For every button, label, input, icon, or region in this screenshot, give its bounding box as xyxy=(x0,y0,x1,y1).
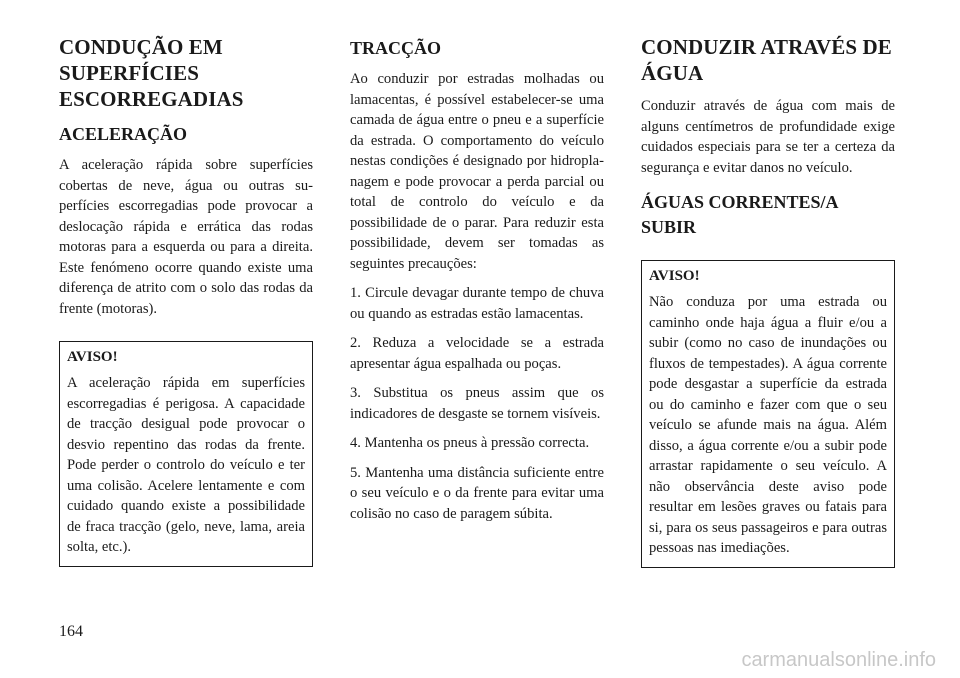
warning-box-flowing-water xyxy=(641,260,895,568)
precautions-list xyxy=(350,283,604,524)
list-item: 5. Mantenha uma distância suficiente entre o seu veículo e o da frente para evitar uma colisão no caso de paragem súbita. xyxy=(350,464,604,522)
watermark: carmanualsonline.info xyxy=(741,649,936,671)
list-item: 1. Circule devagar durante tempo de chuva ou quando as estradas estão lamacentas. xyxy=(350,285,604,322)
heading-flowing-water: ÁGUAS CORRENTES/A SUBIR xyxy=(641,192,838,237)
section-title-water-driving: CONDUZIR ATRAVÉS DE ÁGUA xyxy=(641,35,892,85)
heading-traction: TRACÇÃO xyxy=(350,38,442,58)
warning-title: AVISO! xyxy=(649,268,700,284)
paragraph-acceleration: A aceleração rápida sobre superfícies cobertas de neve, água ou outras superfícies escorregadias pode provocar a deslocação rápida e errática das rodas motoras para a esquerda ou para a direita. Este fenómeno ocorre quando existe uma diferença de atrito com o solo das rodas da frente (motoras). xyxy=(59,157,313,317)
section-title-slippery-surfaces: CONDUÇÃO EM SUPERFÍCIES ESCORREGADIAS xyxy=(59,35,244,111)
list-item: 4. Mantenha os pneus à pressão correcta. xyxy=(350,435,590,451)
paragraph-traction: Ao conduzir por estradas molhadas ou lamacentas, é possível estabelecer-se uma camada de água entre o pneu e a superfície da estrada. O comportamento do veículo nestas condições é designado por hidroplanagem e pode provocar a perda parcial ou total de controlo do veículo e da possibilidade de o parar. Para reduzir esta possibilidade, devem ser tomadas as seguintes precauções: xyxy=(350,71,604,272)
column-right xyxy=(641,34,895,568)
page-number: 164 xyxy=(59,623,83,640)
warning-text: A aceleração rápida em superfícies escorregadias é perigosa. A capacidade de tracção desigual pode provocar o desvio repentino das rodas da frente. Pode perder o controlo do veículo e ter uma colisão. Acelere lentamente e com cuidado quando existe a possibilidade de fraca tracção (gelo, neve, lama, areia solta, etc.). xyxy=(67,375,305,555)
heading-acceleration: ACELERAÇÃO xyxy=(59,124,188,144)
list-item: 3. Substitua os pneus assim que os indicadores de desgaste se tornem visíveis. xyxy=(350,385,604,422)
list-item: 2. Reduza a velocidade se a estrada apresentar água espalhada ou poças. xyxy=(350,335,604,372)
warning-title: AVISO! xyxy=(67,349,118,365)
warning-text: Não conduza por uma estrada ou caminho onde haja água a fluir e/ou a subir (como no caso de inundações ou fluxos de tempestades). A água corrente pode desgastar a superfície da estrada ou do caminho e fazer com que o seu veículo se afunde mais na água. Além disso, a água corrente e/ou a subir pode arrastar rapidamente o seu veículo. A não observância deste aviso pode resultar em lesões graves ou fatais para si, para os seus passageiros e para outras pessoas nas imediações. xyxy=(649,294,887,556)
paragraph-water-driving: Conduzir através de água com mais de alguns centímetros de profundidade exige cuidados especiais para se ter a certeza da segurança e evitar danos no veículo. xyxy=(641,98,895,176)
column-middle xyxy=(350,34,604,533)
column-left xyxy=(59,34,313,567)
warning-box-acceleration xyxy=(59,341,313,567)
